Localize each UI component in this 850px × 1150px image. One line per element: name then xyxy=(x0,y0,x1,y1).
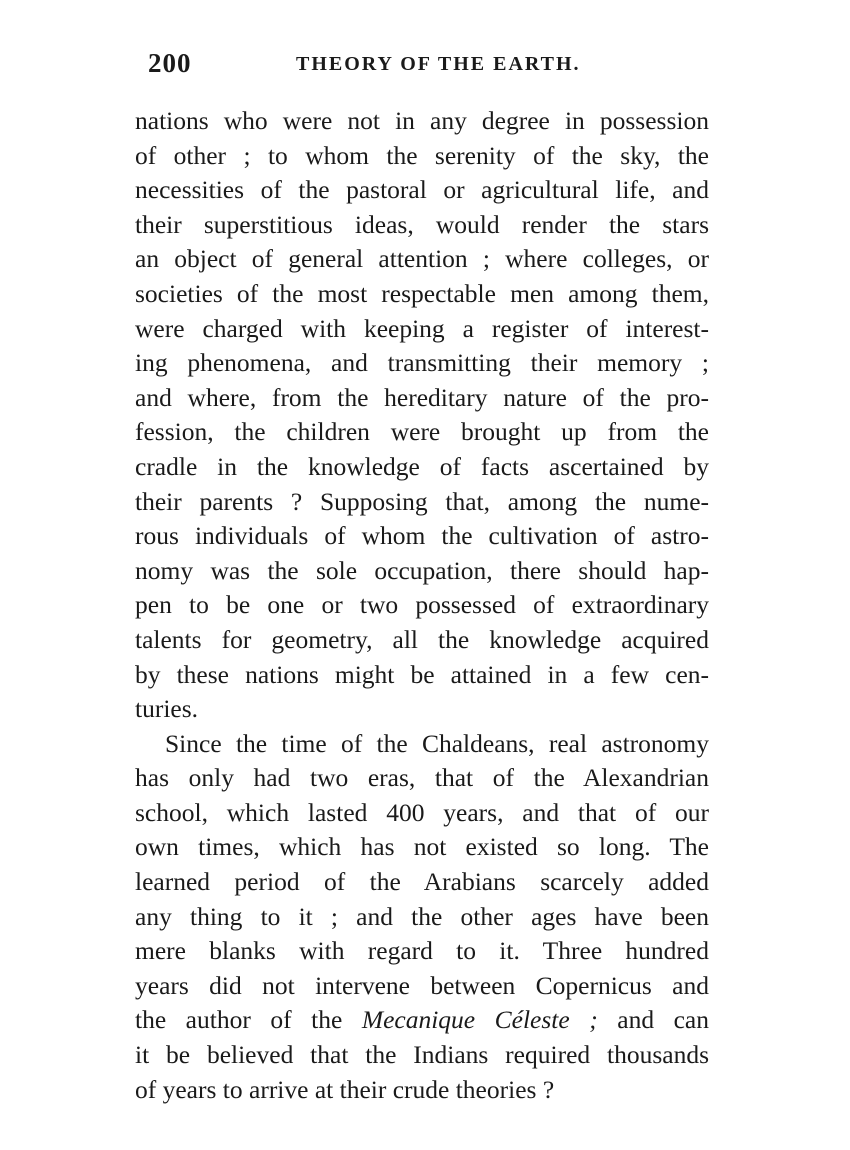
running-title: THEORY OF THE EARTH. xyxy=(296,53,581,75)
text-line-with-italic xyxy=(135,1003,709,1038)
text-line: rous individuals of whom the cultivation of astro- xyxy=(135,521,709,551)
text-line: it be believed that the Indians required thousands xyxy=(135,1040,709,1070)
text-line: fession, the children were brought up from the xyxy=(135,417,709,447)
italic-book-title: Mecanique Céleste ; xyxy=(361,1005,598,1035)
text-line: school, which lasted 400 years, and that of our xyxy=(135,797,709,827)
text-line: necessities of the pastoral or agricultural life, and xyxy=(135,175,709,205)
text-line: of other ; to whom the serenity of the sky, the xyxy=(135,140,709,170)
text-line: learned period of the Arabians scarcely added xyxy=(135,867,709,897)
page-number: 200 xyxy=(148,48,192,78)
text-line: has only had two eras, that of the Alexandrian xyxy=(135,763,709,793)
text-line: nomy was the sole occupation, there should hap- xyxy=(135,555,709,585)
body-text xyxy=(135,104,709,1107)
text-line: were charged with keeping a register of interest- xyxy=(135,313,709,343)
text-line: nations who were not in any degree in possession xyxy=(135,106,709,135)
text-line: of years to arrive at their crude theories ? xyxy=(135,1074,555,1104)
text-line: their parents ? Supposing that, among the nume- xyxy=(135,486,709,516)
text-line: mere blanks with regard to it. Three hundred xyxy=(135,936,709,966)
text-line: years did not intervene between Copernicus and xyxy=(135,970,709,1000)
text-line: societies of the most respectable men among them, xyxy=(135,278,709,308)
text-line: by these nations might be attained in a few cen- xyxy=(135,659,709,689)
text-line: their superstitious ideas, would render the stars xyxy=(135,209,709,239)
text-line: talents for geometry, all the knowledge acquired xyxy=(135,624,709,654)
text-line: an object of general attention ; where colleges, or xyxy=(135,244,709,274)
text-line: ing phenomena, and transmitting their memory ; xyxy=(135,348,709,378)
text-line: turies. xyxy=(135,694,199,724)
text-line: and where, from the hereditary nature of the pro- xyxy=(135,382,709,412)
text-line: own times, which has not existed so long. The xyxy=(135,832,709,862)
text-line: any thing to it ; and the other ages have been xyxy=(135,901,709,931)
text-fragment: and can xyxy=(617,1005,709,1035)
text-line: Since the time of the Chaldeans, real astronomy xyxy=(165,728,709,758)
running-head xyxy=(148,48,718,80)
text-fragment: the author of the xyxy=(135,1005,343,1035)
text-line: pen to be one or two possessed of extraordinary xyxy=(135,590,709,620)
text-line: cradle in the knowledge of facts ascertained by xyxy=(135,451,709,481)
